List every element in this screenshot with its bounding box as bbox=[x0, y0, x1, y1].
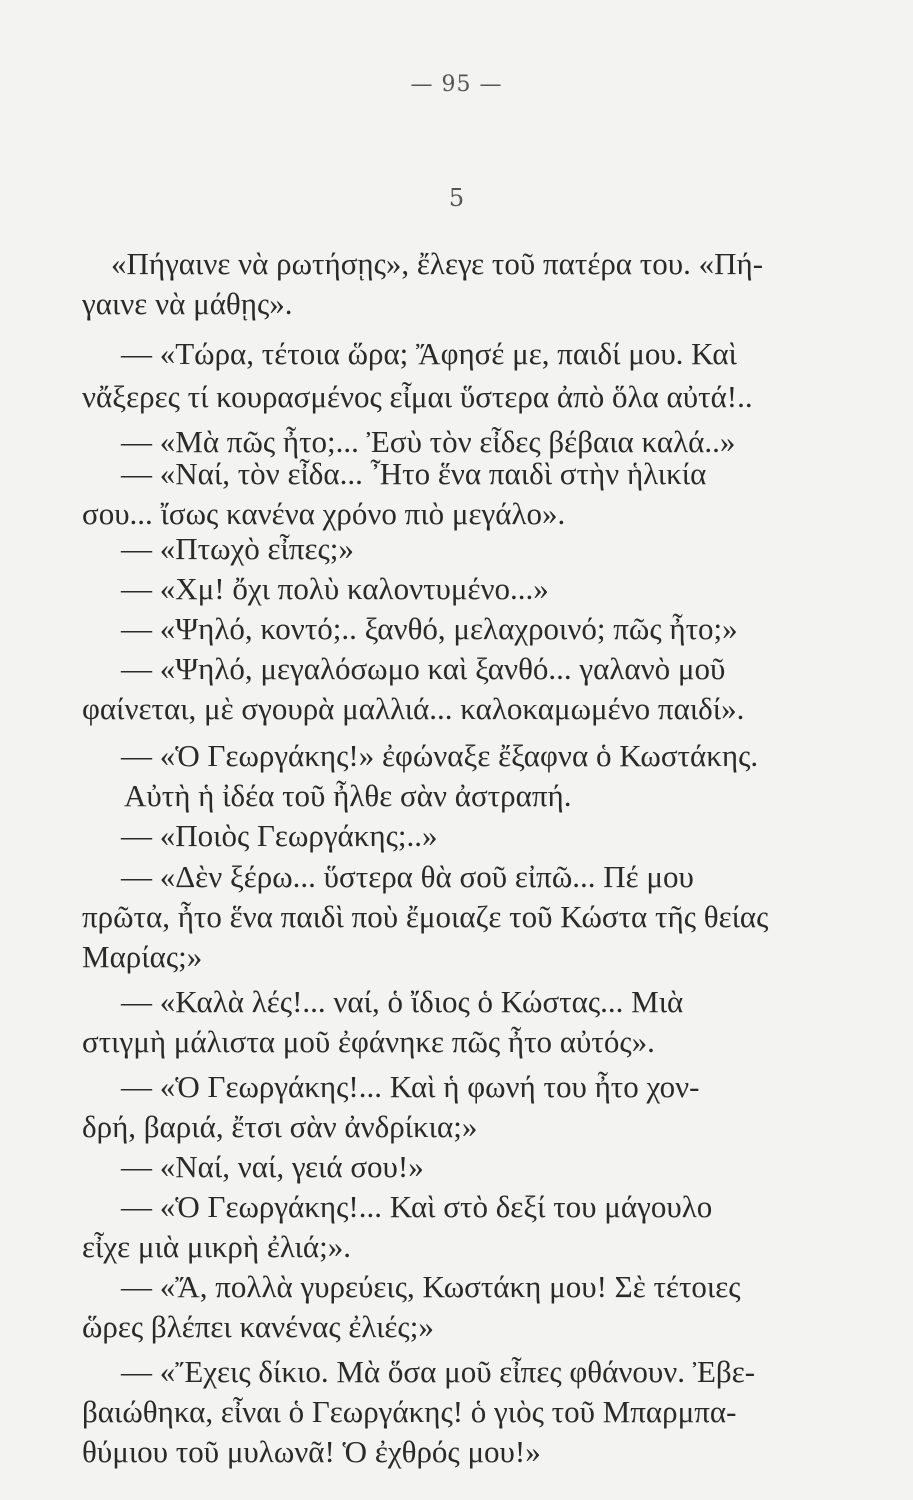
text-line: — «Πτωχὸ εἶπες;» bbox=[121, 531, 354, 566]
text-line: — «Μὰ πῶς ἦτο;... Ἐσὺ τὸν εἶδες βέβαια καλά..» bbox=[121, 424, 736, 459]
text-line: θύμιου τοῦ μυλωνᾶ! Ὁ ἐχθρός μου!» bbox=[82, 1434, 541, 1469]
text-line: — «Ναί, τὸν εἶδα... Ἦτο ἕνα παιδὶ στὴν ἡλικία bbox=[121, 456, 707, 491]
text-line: βαιώθηκα, εἶναι ὁ Γεωργάκης! ὁ γιὸς τοῦ Μπαρμπα- bbox=[82, 1394, 737, 1429]
text-line: πρῶτα, ἦτο ἕνα παιδὶ ποὺ ἔμοιαζε τοῦ Κώστα τῆς θείας bbox=[82, 899, 769, 934]
text-line: — «Ναί, ναί, γειά σου!» bbox=[121, 1149, 424, 1184]
text-line: — «Καλὰ λές!... ναί, ὁ ἴδιος ὁ Κώστας... Μιὰ bbox=[121, 984, 684, 1019]
chapter-number: 5 bbox=[448, 184, 465, 212]
text-line: Μαρίας;» bbox=[82, 939, 203, 974]
text-line: — «Ὁ Γεωργάκης!... Καὶ ἡ φωνή του ἦτο χον- bbox=[121, 1069, 700, 1104]
text-line: γαινε νὰ μάθῃς». bbox=[82, 286, 293, 321]
text-line: ὥρες βλέπει κανένας ἐλιές;» bbox=[82, 1309, 434, 1344]
text-line: — «Τώρα, τέτοια ὥρα; Ἄφησέ με, παιδί μου. Καὶ bbox=[121, 336, 738, 371]
text-line: σου... ἴσως κανένα χρόνο πιὸ μεγάλο». bbox=[82, 496, 566, 531]
text-line: — «Δὲν ξέρω... ὕστερα θὰ σοῦ εἰπῶ... Πέ μου bbox=[121, 859, 694, 894]
text-line: δρή, βαριά, ἔτσι σὰν ἀνδρίκια;» bbox=[82, 1109, 478, 1144]
text-line: — «Ψηλό, κοντό;.. ξανθό, μελαχροινό; πῶς ἦτο;» bbox=[121, 611, 738, 646]
text-line: — «Χμ! ὄχι πολὺ καλοντυμένο...» bbox=[121, 571, 549, 606]
page-number: — 95 — bbox=[410, 72, 503, 97]
text-line: — «Ποιὸς Γεωργάκης;..» bbox=[121, 818, 438, 853]
text-line: «Πήγαινε νὰ ρωτήσῃς», ἔλεγε τοῦ πατέρα του. «Πή- bbox=[111, 246, 764, 281]
text-line: — «Ὁ Γεωργάκης!... Καὶ στὸ δεξί του μάγουλο bbox=[121, 1189, 713, 1224]
text-line: στιγμὴ μάλιστα μοῦ ἐφάνηκε πῶς ἦτο αὐτός». bbox=[82, 1024, 655, 1059]
text-line: — «Ψηλό, μεγαλόσωμο καὶ ξανθό... γαλανὸ μοῦ bbox=[121, 651, 726, 686]
text-line: — «Ἔχεις δίκιο. Μὰ ὅσα μοῦ εἶπες φθάνουν. Ἐβε- bbox=[121, 1354, 756, 1389]
text-line: Αὐτὴ ἡ ἰδέα τοῦ ἦλθε σὰν ἀστραπή. bbox=[124, 778, 572, 813]
text-line: εἶχε μιὰ μικρὴ ἐλιά;». bbox=[82, 1229, 351, 1264]
text-line: φαίνεται, μὲ σγουρὰ μαλλιά... καλοκαμωμένο παιδί». bbox=[82, 691, 745, 726]
text-line: — «Ὁ Γεωργάκης!» ἐφώναξε ἔξαφνα ὁ Κωστάκης. bbox=[121, 738, 759, 773]
text-line: νἄξερες τί κουρασμένος εἶμαι ὕστερα ἀπὸ ὅλα αὐτά!.. bbox=[82, 379, 753, 414]
text-line: — «Ἄ, πολλὰ γυρεύεις, Κωστάκη μου! Σὲ τέτοιες bbox=[121, 1269, 741, 1304]
